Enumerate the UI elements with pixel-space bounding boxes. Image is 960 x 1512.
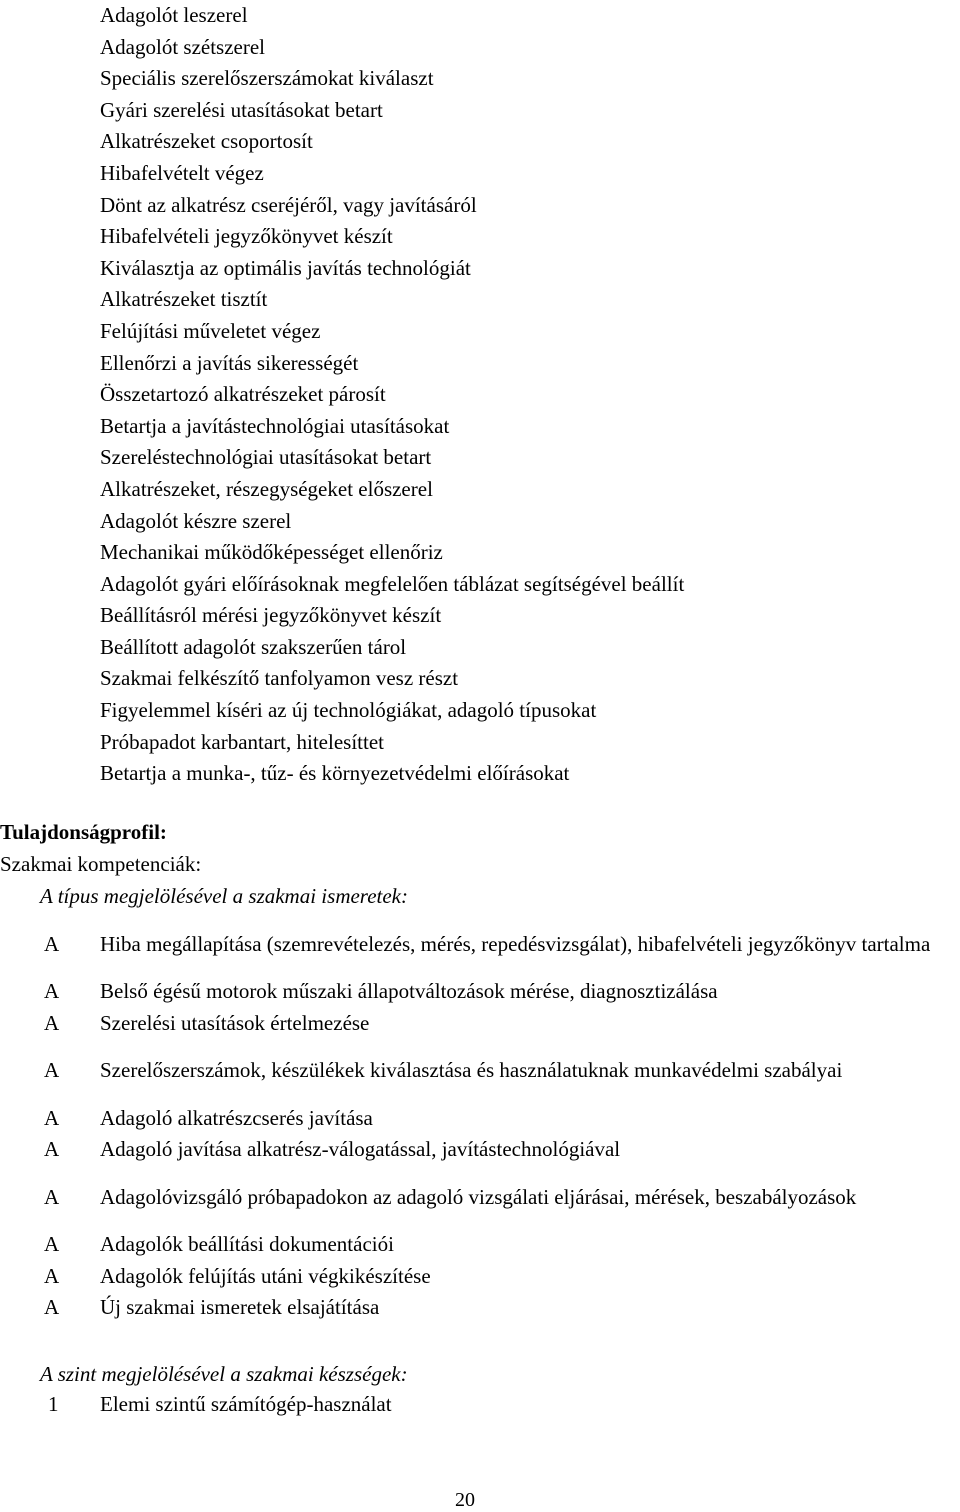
knowledge-text: Adagolók beállítási dokumentációi [100, 1231, 394, 1256]
knowledge-row [0, 1229, 960, 1261]
knowledge-row [0, 1261, 960, 1293]
task-item: Alkatrészeket tisztít [100, 287, 268, 312]
task-item: Adagolót leszerel [100, 3, 248, 27]
task-item: Szakmai felkészítő tanfolyamon vesz részt [100, 666, 459, 691]
knowledge-row [0, 1008, 960, 1040]
knowledge-text: Adagolóvizsgáló próbapadokon az adagoló vizsgálati eljárásai, mérések, beszabályozások [100, 1184, 857, 1209]
profile-title: Tulajdonságprofil: [0, 820, 167, 844]
level-mark: A [44, 1263, 60, 1288]
task-item: Szereléstechnológiai utasításokat betart [100, 445, 432, 470]
task-item: Mechanikai működőképességet ellenőriz [100, 540, 443, 565]
task-item: Dönt az alkatrész cseréjéről, vagy javításáról [100, 192, 477, 217]
knowledge-row [0, 1103, 960, 1135]
knowledge-text: Új szakmai ismeretek elsajátítása [100, 1295, 380, 1320]
skills-table [0, 1389, 960, 1421]
knowledge-row [0, 913, 960, 976]
skill-text: Elemi szintű számítógép-használat [100, 1392, 392, 1416]
task-item: Gyári szerelési utasításokat betart [100, 97, 383, 122]
level-mark: A [44, 932, 60, 957]
task-item: Alkatrészeket csoportosít [100, 129, 313, 154]
level-mark: A [44, 1011, 60, 1036]
task-item: Figyelemmel kíséri az új technológiákat, adagoló típusokat [100, 698, 597, 723]
task-item: Alkatrészeket, részegységeket előszerel [100, 476, 433, 501]
knowledge-text: Belső égésű motorok műszaki állapotváltozások mérése, diagnosztizálása [100, 979, 718, 1004]
task-item: Betartja a munka-, tűz- és környezetvédelmi előírásokat [100, 761, 570, 786]
level-mark: A [44, 1232, 60, 1257]
level-mark: A [44, 1295, 60, 1320]
task-item: Adagolót készre szerel [100, 508, 292, 533]
level-mark: A [44, 1105, 60, 1130]
level-mark: A [44, 1184, 60, 1209]
knowledge-row [0, 1039, 960, 1102]
task-list [100, 0, 684, 790]
task-item: Ellenőrzi a javítás sikerességét [100, 350, 359, 375]
task-item: Próbapadot karbantart, hitelesíttet [100, 729, 384, 754]
knowledge-text: Szerelési utasítások értelmezése [100, 1010, 370, 1035]
task-item: Betartja a javítástechnológiai utasításokat [100, 413, 450, 438]
page-number: 20 [455, 1489, 475, 1511]
task-item: Adagolót szétszerel [100, 34, 266, 59]
level-mark: A [44, 979, 60, 1004]
knowledge-heading: A típus megjelölésével a szakmai ismeretek: [40, 884, 408, 908]
knowledge-row [0, 1292, 960, 1324]
profile-subtitle: Szakmai kompetenciák: [0, 852, 202, 876]
skills-heading: A szint megjelölésével a szakmai készségek: [40, 1362, 408, 1386]
level-mark: A [44, 1058, 60, 1083]
task-item: Beállított adagolót szakszerűen tárol [100, 634, 407, 659]
skill-row [0, 1389, 960, 1421]
knowledge-text: Adagoló alkatrészcserés javítása [100, 1105, 373, 1130]
knowledge-row [0, 976, 960, 1008]
task-item: Speciális szerelőszerszámokat kiválaszt [100, 66, 434, 91]
task-item: Hibafelvételi jegyzőkönyvet készít [100, 224, 393, 249]
knowledge-text: Hiba megállapítása (szemrevételezés, mérés, repedésvizsgálat), hibafelvételi jegyzőkönyv tartalma [100, 931, 931, 956]
knowledge-text: Szerelőszerszámok, készülékek kiválasztása és használatuknak munkavédelmi szabályai [100, 1058, 843, 1083]
task-item: Összetartozó alkatrészeket párosít [100, 382, 386, 407]
task-item: Hibafelvételt végez [100, 160, 264, 185]
level-mark: A [44, 1137, 60, 1162]
task-item: Adagolót gyári előírásoknak megfelelően táblázat segítségével beállít [100, 571, 685, 596]
task-item: Felújítási műveletet végez [100, 318, 321, 343]
knowledge-row [0, 1166, 960, 1229]
knowledge-text: Adagolók felújítás utáni végkikészítése [100, 1263, 431, 1288]
task-item: Beállításról mérési jegyzőkönyvet készít [100, 603, 442, 628]
task-item: Kiválasztja az optimális javítás technológiát [100, 255, 471, 280]
knowledge-text: Adagoló javítása alkatrész-válogatással, javítástechnológiával [100, 1137, 621, 1162]
level-mark: 1 [48, 1392, 59, 1417]
knowledge-row [0, 1134, 960, 1166]
knowledge-table [0, 913, 960, 1324]
